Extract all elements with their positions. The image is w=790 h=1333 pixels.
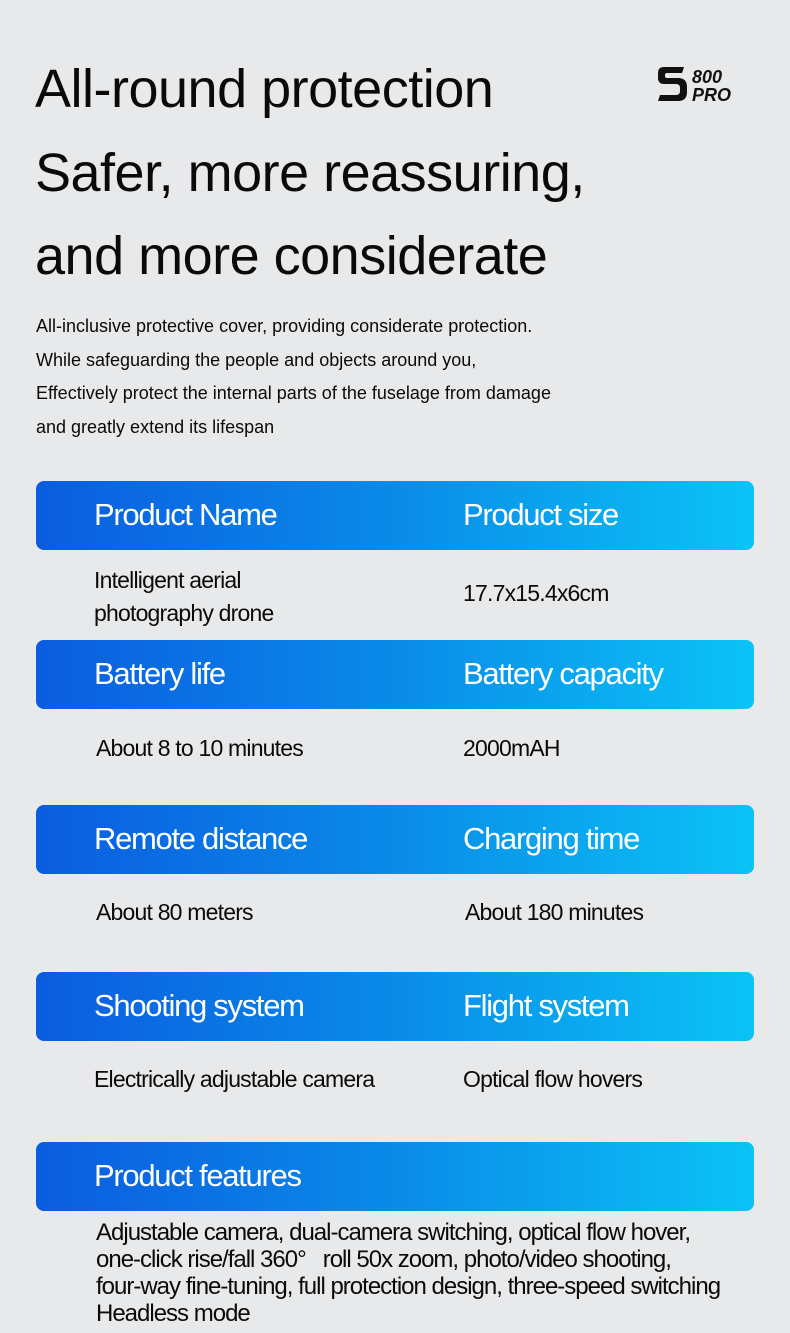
spec-header-bar — [36, 481, 754, 550]
spec-label: Flight system — [463, 988, 629, 1023]
headline-line-2: Safer, more reassuring, — [35, 143, 585, 203]
spec-header-bar — [36, 972, 754, 1041]
intro-line: and greatly extend its lifespan — [36, 416, 275, 437]
features-text — [96, 1219, 720, 1327]
features-label: Product features — [94, 1158, 301, 1193]
intro-line: All-inclusive protective cover, providing considerate protection. — [36, 316, 533, 336]
svg-text:800: 800 — [692, 67, 723, 87]
features-header-bar — [36, 1142, 754, 1211]
spec-header-bar — [36, 805, 754, 874]
brand-logo — [656, 64, 756, 104]
spec-header-bar — [36, 640, 754, 709]
spec-value-line: Intelligent aerial — [94, 567, 241, 593]
spec-value: About 8 to 10 minutes — [96, 735, 303, 761]
spec-value: About 80 meters — [96, 899, 253, 925]
spec-value: 17.7x15.4x6cm — [463, 580, 609, 606]
intro-line: While safeguarding the people and objects around you, — [36, 349, 477, 370]
features-line: Headless mode — [96, 1300, 250, 1327]
spec-value: Optical flow hovers — [463, 1066, 643, 1092]
spec-value-line: photography drone — [94, 600, 274, 626]
spec-label: Charging time — [463, 821, 640, 856]
spec-value — [94, 564, 274, 630]
spec-label: Shooting system — [94, 988, 304, 1023]
features-line: Adjustable camera, dual-camera switching, optical flow hover, — [96, 1219, 690, 1246]
intro-line: Effectively protect the internal parts of the fuselage from damage — [36, 383, 551, 403]
svg-text:PRO: PRO — [692, 85, 732, 104]
features-line: four-way fine-tuning, full protection design, three-speed switching — [96, 1273, 721, 1300]
headline-line-1: All-round protection — [35, 59, 494, 119]
spec-value: About 180 minutes — [465, 899, 644, 925]
spec-label: Product Name — [94, 497, 277, 532]
spec-label: Remote distance — [94, 821, 308, 856]
intro-text — [36, 310, 551, 444]
spec-label: Battery life — [94, 656, 225, 691]
spec-value: Electrically adjustable camera — [94, 1066, 375, 1092]
spec-label: Battery capacity — [463, 656, 663, 691]
headline-line-3: and more considerate — [35, 226, 548, 286]
features-line: one-click rise/fall 360° roll 50x zoom, photo/video shooting, — [96, 1246, 671, 1273]
spec-label: Product size — [463, 497, 618, 532]
spec-value: 2000mAH — [463, 735, 560, 761]
